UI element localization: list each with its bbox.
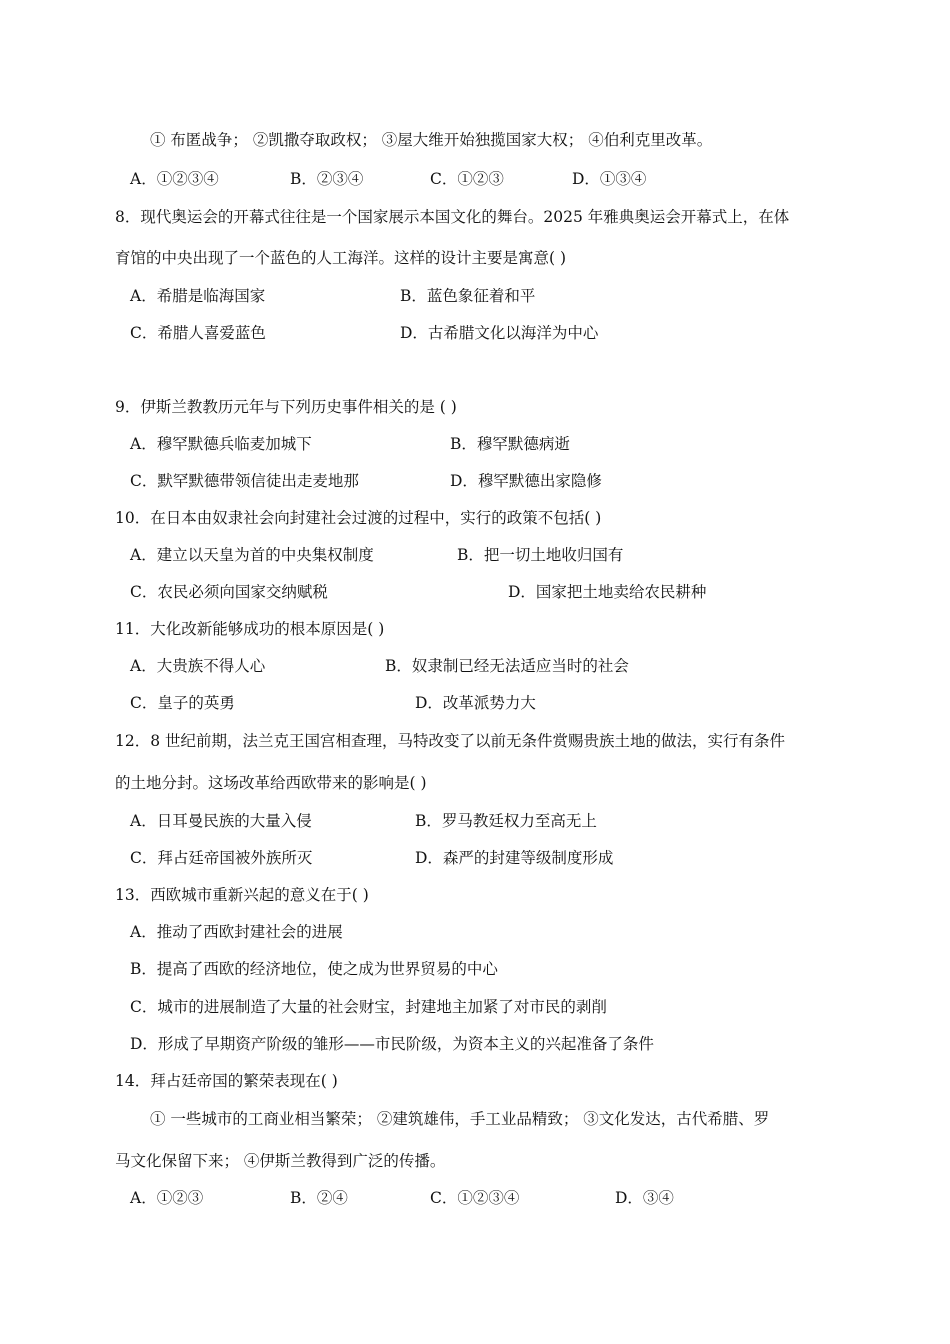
q11-option-d: D．改革派势力大 bbox=[415, 694, 536, 712]
q8-stem-line1: 8．现代奥运会的开幕式往往是一个国家展示本国文化的舞台。2025 年雅典奥运会开幕式上，在体 bbox=[115, 208, 790, 226]
q14-option-c: C．①②③④ bbox=[430, 1189, 520, 1207]
q9-option-d: D．穆罕默德出家隐修 bbox=[450, 472, 602, 490]
q12-option-c: C．拜占廷帝国被外族所灭 bbox=[130, 849, 313, 867]
q14-statement-line1: ① 一些城市的工商业相当繁荣； ②建筑雄伟，手工业品精致； ③文化发达，古代希腊、罗 bbox=[150, 1110, 770, 1128]
q13-option-a: A．推动了西欧封建社会的进展 bbox=[130, 923, 343, 941]
q7-option-a: A．①②③④ bbox=[130, 170, 219, 188]
q8-option-d: D．古希腊文化以海洋为中心 bbox=[400, 324, 599, 342]
q11-option-c: C．皇子的英勇 bbox=[130, 694, 235, 712]
q13-option-b: B．提高了西欧的经济地位，使之成为世界贸易的中心 bbox=[130, 960, 498, 978]
q11-option-a: A．大贵族不得人心 bbox=[130, 657, 266, 675]
q12-option-d: D．森严的封建等级制度形成 bbox=[415, 849, 614, 867]
q8-option-a: A．希腊是临海国家 bbox=[130, 287, 266, 305]
q12-option-b: B．罗马教廷权力至高无上 bbox=[415, 812, 597, 830]
q7-option-d: D．①③④ bbox=[572, 170, 647, 188]
q8-option-b: B．蓝色象征着和平 bbox=[400, 287, 536, 305]
q10-option-d: D．国家把土地卖给农民耕种 bbox=[508, 583, 707, 601]
q9-option-b: B．穆罕默德病逝 bbox=[450, 435, 570, 453]
q7-statement: ① 布匿战争； ②凯撒夺取政权； ③屋大维开始独揽国家大权； ④伯利克里改革。 bbox=[150, 131, 713, 149]
q7-option-b: B．②③④ bbox=[290, 170, 364, 188]
q10-option-b: B．把一切土地收归国有 bbox=[457, 546, 624, 564]
q12-stem-line2: 的土地分封。这场改革给西欧带来的影响是( ) bbox=[115, 774, 427, 792]
q10-stem: 10．在日本由奴隶社会向封建社会过渡的过程中，实行的政策不包括( ) bbox=[115, 509, 602, 527]
q10-option-a: A．建立以天皇为首的中央集权制度 bbox=[130, 546, 374, 564]
q12-stem-line1: 12．8 世纪前期，法兰克王国宫相查理，马特改变了以前无条件赏赐贵族土地的做法，实行有条件 bbox=[115, 732, 786, 750]
q9-stem: 9．伊斯兰教教历元年与下列历史事件相关的是 ( ) bbox=[115, 398, 457, 416]
q10-option-c: C．农民必须向国家交纳赋税 bbox=[130, 583, 328, 601]
q13-option-d: D．形成了早期资产阶级的雏形——市民阶级，为资本主义的兴起准备了条件 bbox=[130, 1035, 654, 1053]
q7-option-c: C．①②③ bbox=[430, 170, 504, 188]
q13-stem: 13．西欧城市重新兴起的意义在于( ) bbox=[115, 886, 369, 904]
q8-option-c: C．希腊人喜爱蓝色 bbox=[130, 324, 266, 342]
q11-stem: 11．大化改新能够成功的根本原因是( ) bbox=[115, 620, 385, 638]
q13-option-c: C．城市的进展制造了大量的社会财宝，封建地主加紧了对市民的剥削 bbox=[130, 998, 607, 1016]
q12-option-a: A．日耳曼民族的大量入侵 bbox=[130, 812, 312, 830]
q14-stem: 14．拜占廷帝国的繁荣表现在( ) bbox=[115, 1072, 338, 1090]
q9-option-a: A．穆罕默德兵临麦加城下 bbox=[130, 435, 312, 453]
q14-option-a: A．①②③ bbox=[130, 1189, 204, 1207]
q14-statement-line2: 马文化保留下来； ④伊斯兰教得到广泛的传播。 bbox=[115, 1152, 446, 1170]
q14-option-d: D．③④ bbox=[615, 1189, 674, 1207]
q8-stem-line2: 育馆的中央出现了一个蓝色的人工海洋。这样的设计主要是寓意( ) bbox=[115, 249, 567, 267]
q11-option-b: B．奴隶制已经无法适应当时的社会 bbox=[385, 657, 629, 675]
q9-option-c: C．默罕默德带领信徒出走麦地那 bbox=[130, 472, 359, 490]
q14-option-b: B．②④ bbox=[290, 1189, 348, 1207]
